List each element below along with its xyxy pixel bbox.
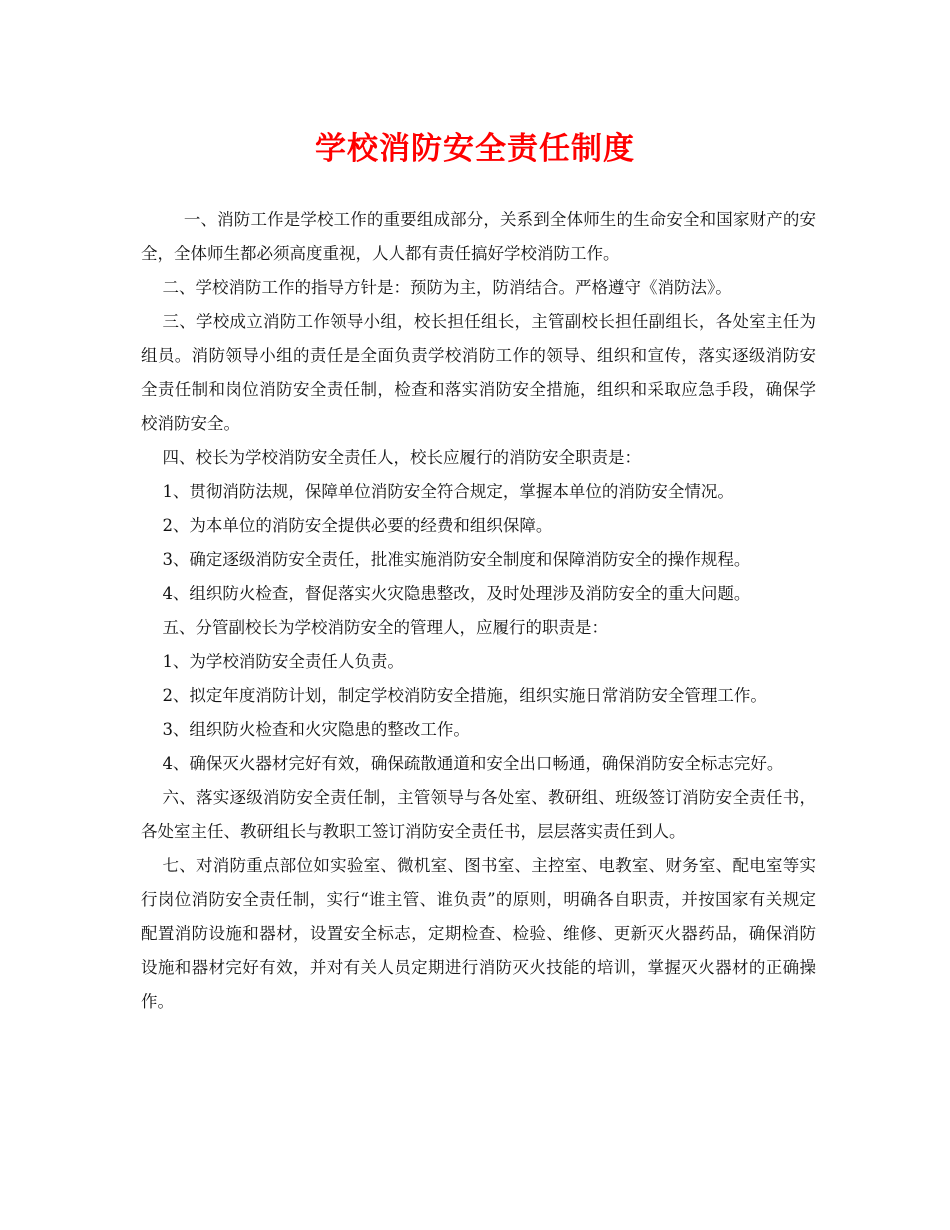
list-item-4-2: 2、为本单位的消防安全提供必要的经费和组织保障。 bbox=[162, 516, 553, 535]
document-title: 学校消防安全责任制度 bbox=[315, 131, 635, 167]
document-body bbox=[141, 203, 816, 1019]
paragraph-3: 三、学校成立消防工作领导小组，校长担任组长，主管副校长担任副组长，各处室主任为组员。消防领导小组的责任是全面负责学校消防工作的领导、组织和宣传，落实逐级消防安全责任制和岗位消防安全责任制，检查和落实消防安全措施，组织和采取应急手段，确保学校消防安全。 bbox=[141, 312, 816, 433]
list-item-4-3: 3、确定逐级消防安全责任，批准实施消防安全制度和保障消防安全的操作规程。 bbox=[162, 550, 751, 569]
list-item-5-1: 1、为学校消防安全责任人负责。 bbox=[162, 652, 404, 671]
list-item-5-4: 4、确保灭火器材完好有效，确保疏散通道和安全出口畅通，确保消防安全标志完好。 bbox=[162, 754, 784, 773]
paragraph-2: 二、学校消防工作的指导方针是：预防为主，防消结合。严格遵守《消防法》。 bbox=[162, 278, 732, 297]
list-item-5-3: 3、组织防火检查和火灾隐患的整改工作。 bbox=[162, 720, 470, 739]
paragraph-1: 一、消防工作是学校工作的重要组成部分，关系到全体师生的生命安全和国家财产的安全，全体师生都必须高度重视，人人都有责任搞好学校消防工作。 bbox=[141, 210, 816, 263]
paragraph-4: 四、校长为学校消防安全责任人，校长应履行的消防安全职责是： bbox=[162, 448, 641, 467]
list-item-5-2: 2、拟定年度消防计划，制定学校消防安全措施，组织实施日常消防安全管理工作。 bbox=[162, 686, 767, 705]
paragraph-7: 七、对消防重点部位如实验室、微机室、图书室、主控室、电教室、财务室、配电室等实行岗位消防安全责任制，实行“谁主管、谁负责”的原则，明确各自职责，并按国家有关规定配置消防设施和器材，设置安全标志，定期检查、检验、维修、更新灭火器药品，确保消防设施和器材完好有效，并对有关人员定期进行消防灭火技能的培训，掌握灭火器材的正确操作。 bbox=[141, 856, 816, 1011]
list-item-4-4: 4、组织防火检查，督促落实火灾隐患整改，及时处理涉及消防安全的重大问题。 bbox=[162, 584, 751, 603]
paragraph-5: 五、分管副校长为学校消防安全的管理人，应履行的职责是： bbox=[162, 618, 608, 637]
paragraph-6: 六、落实逐级消防安全责任制，主管领导与各处室、教研组、班级签订消防安全责任书，各处室主任、教研组长与教职工签订消防安全责任书，层层落实责任到人。 bbox=[141, 788, 816, 841]
list-item-4-1: 1、贯彻消防法规，保障单位消防安全符合规定，掌握本单位的消防安全情况。 bbox=[162, 482, 734, 501]
